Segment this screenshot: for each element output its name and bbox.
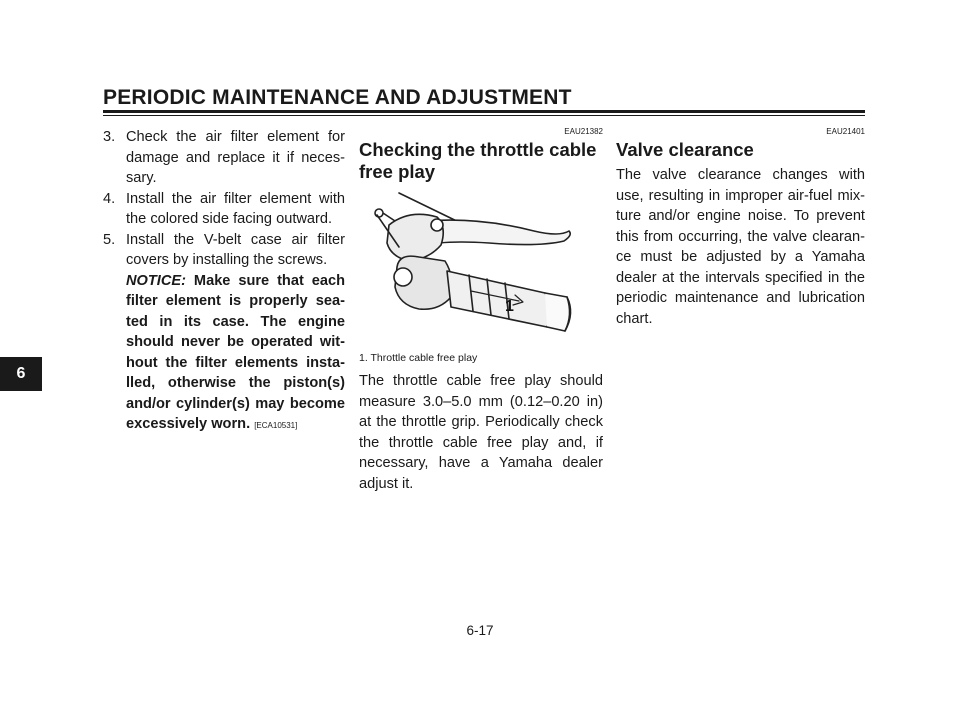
notice-block	[126, 271, 345, 437]
step-5	[103, 230, 345, 437]
header-rule	[103, 110, 865, 113]
section-title: Valve clearance	[616, 139, 754, 160]
step-number: 4.	[103, 190, 116, 207]
throttle-body-text: The throttle cable free play should measure 3.0–5.0 mm (0.12–0.20 in) at the throttle grip. Periodically check the throttle cable free play and, if necessary, have a Yamaha dealer adjust it.	[359, 373, 603, 492]
step-4	[103, 189, 345, 230]
column-throttle	[359, 127, 603, 494]
step-text: Install the V-belt case air filter covers by installing the screws.	[126, 231, 345, 268]
step-text: Check the air filter element for damage and replace it if neces-sary.	[126, 129, 345, 186]
chapter-tab: 6	[0, 357, 42, 391]
column-valve	[616, 127, 865, 329]
step-number: 3.	[103, 129, 116, 145]
figure-caption: 1. Throttle cable free play	[359, 352, 478, 364]
header-rule-thin	[103, 115, 865, 116]
notice-text: Make sure that each filter element is properly sea-ted in its case. The engine should never be operated wit-hout the filter elements insta-lled, otherwise the piston(s) and/or cylinder(s) may become excessively worn.	[126, 272, 345, 432]
notice-label: NOTICE:	[126, 272, 186, 289]
page-header-title: PERIODIC MAINTENANCE AND ADJUSTMENT	[103, 86, 572, 109]
throttle-grip-illustration	[359, 187, 603, 347]
step-number: 5.	[103, 231, 116, 248]
step-3	[103, 127, 345, 189]
valve-body-text: The valve clearance changes with use, resulting in improper air-fuel mix-ture and/or engine noise. To prevent this from occurring, the valve clearan-ce must be adjusted by a Yamaha dealer at the intervals specified in the periodic maintenance and lubrication chart.	[616, 167, 865, 327]
section-code: EAU21401	[826, 127, 865, 136]
notice-code: [ECA10531]	[254, 421, 298, 430]
page-number: 6-17	[466, 623, 494, 638]
section-title: Checking the throttle cable free play	[359, 139, 597, 182]
throttle-figure	[359, 187, 603, 347]
section-code: EAU21382	[564, 127, 603, 136]
figure-callout-number: 1	[505, 298, 514, 315]
step-text: Install the air filter element with the colored side facing outward.	[126, 190, 345, 227]
column-air-filter	[103, 127, 345, 437]
